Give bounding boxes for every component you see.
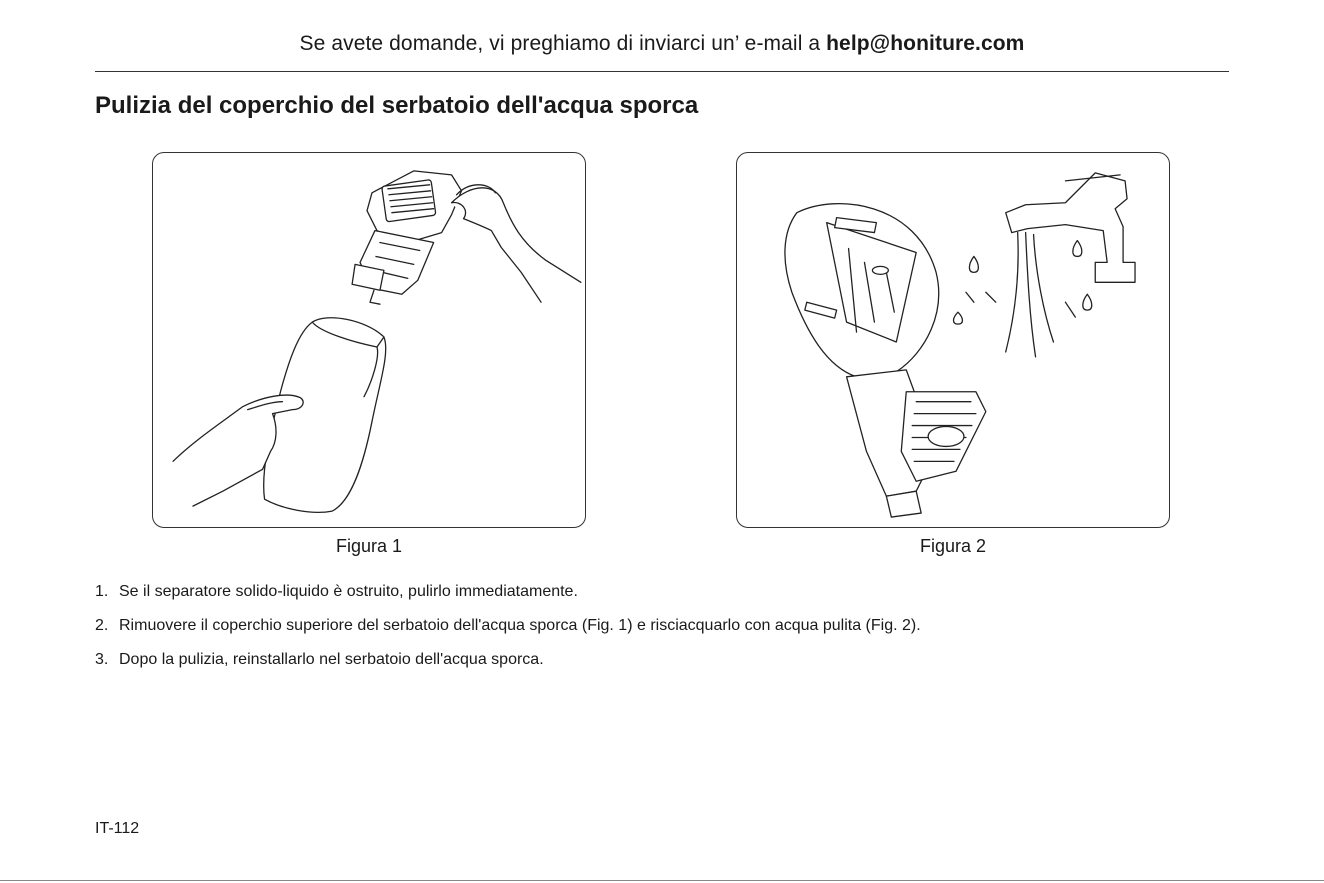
step-number: 2. xyxy=(95,617,109,634)
page-number: IT-112 xyxy=(95,820,140,837)
instruction-list xyxy=(95,583,921,685)
section-title: Pulizia del coperchio del serbatoio dell'acqua sporca xyxy=(95,92,699,119)
step-text: Se il separatore solido-liquido è ostruito, pulirlo immediatamente. xyxy=(119,583,578,600)
figure-2-caption: Figura 2 xyxy=(919,536,987,556)
list-item xyxy=(95,617,921,651)
rinse-under-tap-illustration xyxy=(737,153,1169,527)
list-item xyxy=(95,583,921,617)
figure-2 xyxy=(736,152,1170,528)
header-text: Se avete domande, vi preghiamo di inviarci un’ e-mail a xyxy=(299,32,827,55)
figure-1 xyxy=(152,152,586,528)
support-email[interactable]: help@honiture.com xyxy=(826,32,1025,55)
step-number: 3. xyxy=(95,651,109,668)
header-divider xyxy=(95,71,1229,72)
page-bottom-edge xyxy=(0,880,1324,881)
page-header xyxy=(95,32,1229,56)
list-item xyxy=(95,651,921,685)
figure-1-caption: Figura 1 xyxy=(335,536,403,556)
remove-lid-illustration xyxy=(153,153,585,527)
step-number: 1. xyxy=(95,583,109,600)
step-text: Rimuovere il coperchio superiore del serbatoio dell'acqua sporca (Fig. 1) e risciacquarlo con acqua pulita (Fig. 2). xyxy=(119,617,921,634)
step-text: Dopo la pulizia, reinstallarlo nel serbatoio dell'acqua sporca. xyxy=(119,651,544,668)
